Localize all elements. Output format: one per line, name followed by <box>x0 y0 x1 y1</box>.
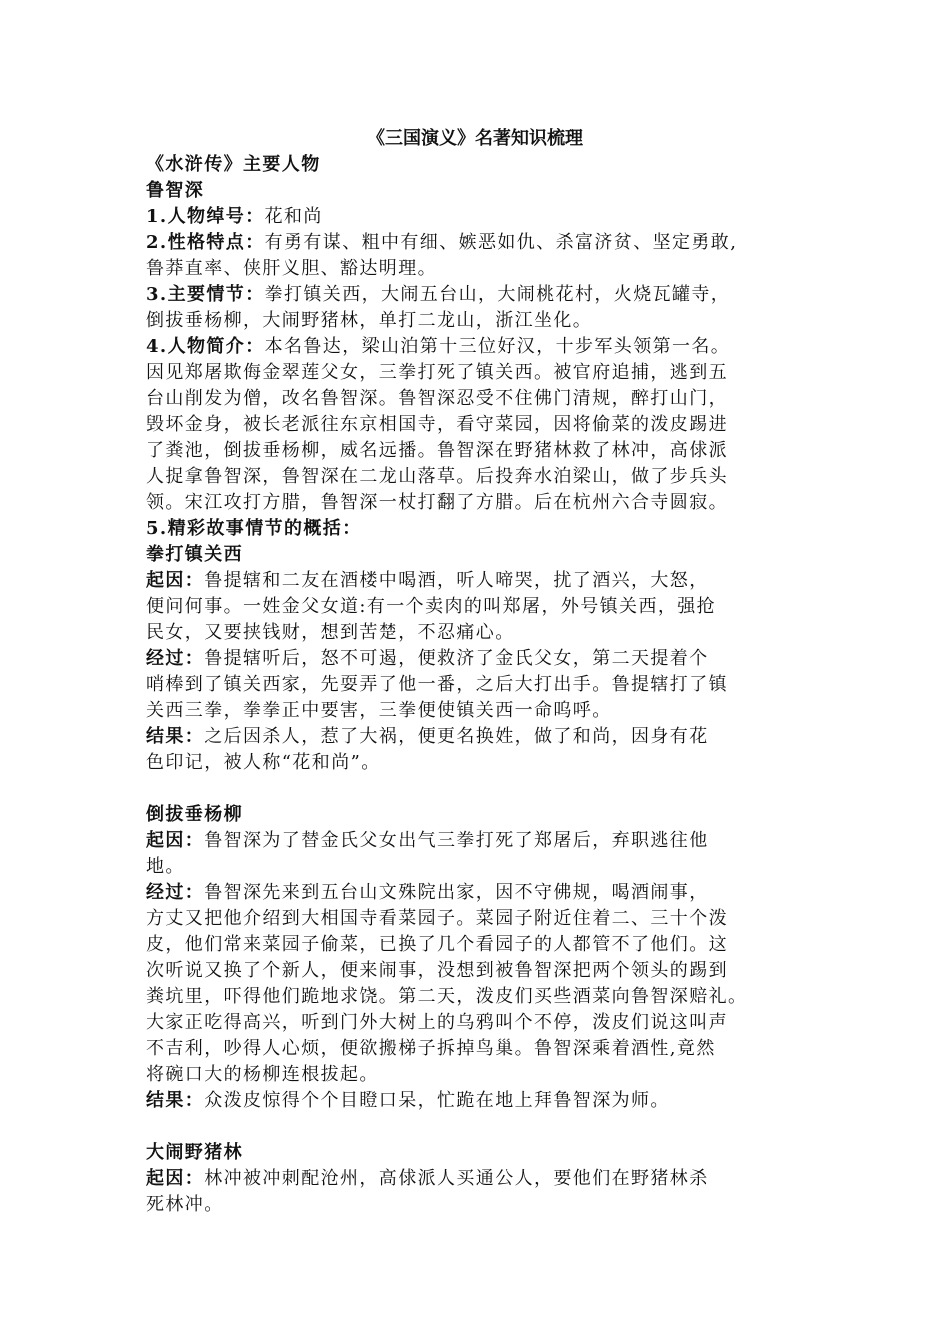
story-process-line: 次听说又换了个新人，便来闹事，没想到被鲁智深把两个领头的踢到 <box>146 960 728 981</box>
cause-label: 起因： <box>146 570 205 591</box>
intro-line: 了粪池，倒拔垂杨柳，威名远播。鲁智深在野猪林救了林冲，高俅派 <box>146 440 728 461</box>
cause-text: 鲁提辖和二友在酒楼中喝酒，听人啼哭，扰了酒兴，大怒， <box>204 570 709 591</box>
story-result-line: 色印记，被人称“花和尚”。 <box>146 752 381 773</box>
intro-label: 4.人物简介： <box>146 336 265 357</box>
story-result-line <box>146 724 826 750</box>
summary-heading: 5.精彩故事情节的概括： <box>146 518 362 539</box>
plots-line <box>146 282 826 308</box>
story-result-line <box>146 1088 826 1114</box>
traits-line <box>146 230 826 256</box>
traits-line: 鲁莽直率、侠肝义胆、豁达明理。 <box>146 258 437 279</box>
story-process-line: 粪坑里，吓得他们跪地求饶。第二天，泼皮们买些酒菜向鲁智深赔礼。 <box>146 986 748 1007</box>
story-process-line: 哨棒到了镇关西家，先耍弄了他一番，之后大打出手。鲁提辖打了镇 <box>146 674 728 695</box>
story-process-line: 不吉利，吵得人心烦，便欲搬梯子拆掉鸟巢。鲁智深乘着酒性,竟然 <box>146 1038 716 1059</box>
process-label: 经过： <box>146 882 205 903</box>
process-label: 经过： <box>146 648 205 669</box>
story-process-line: 大家正吃得高兴，听到门外大树上的乌鸦叫个不停，泼皮们说这叫声 <box>146 1012 728 1033</box>
intro-line: 领。宋江攻打方腊，鲁智深一杖打翻了方腊。后在杭州六合寺圆寂。 <box>146 492 728 513</box>
result-label: 结果： <box>146 1090 205 1111</box>
process-text: 鲁提辖听后，怒不可遏，便救济了金氏父女，第二天提着个 <box>204 648 709 669</box>
story-process-line <box>146 880 826 906</box>
traits-label: 2.性格特点： <box>146 232 265 253</box>
story-title: 大闹野猪林 <box>146 1142 243 1163</box>
intro-line: 毁坏金身，被长老派往东京相国寺，看守菜园，因将偷菜的泼皮踢进 <box>146 414 728 435</box>
intro-line: 因见郑屠欺侮金翠莲父女，三拳打死了镇关西。被官府追捕，逃到五 <box>146 362 728 383</box>
story-cause-line: 地。 <box>146 856 185 877</box>
story-cause-line <box>146 828 826 854</box>
document-title: 《三国演义》名著知识梳理 <box>367 128 583 149</box>
story-cause-line <box>146 568 826 594</box>
blank-line <box>146 776 826 802</box>
plots-text: 拳打镇关西，大闹五台山，大闹桃花村，火烧瓦罐寺， <box>264 284 731 305</box>
story-process-line <box>146 646 826 672</box>
cause-label: 起因： <box>146 830 205 851</box>
story-process-line: 将碗口大的杨柳连根拔起。 <box>146 1064 379 1085</box>
cause-label: 起因： <box>146 1168 205 1189</box>
intro-line: 台山削发为僧，改名鲁智深。鲁智深忍受不住佛门清规，醉打山门， <box>146 388 728 409</box>
story-cause-line <box>146 1166 826 1192</box>
process-text: 鲁智深先来到五台山文殊院出家，因不守佛规，喝酒闹事， <box>204 882 709 903</box>
intro-line: 人捉拿鲁智深，鲁智深在二龙山落草。后投奔水泊梁山，做了步兵头 <box>146 466 728 487</box>
intro-line <box>146 334 826 360</box>
traits-text: 有勇有谋、粗中有细、嫉恶如仇、杀富济贫、坚定勇敢, <box>264 232 738 253</box>
plots-label: 3.主要情节： <box>146 284 265 305</box>
result-text: 众泼皮惊得个个目瞪口呆，忙跪在地上拜鲁智深为师。 <box>204 1090 670 1111</box>
story-title: 倒拔垂杨柳 <box>146 804 243 825</box>
cause-text: 林冲被冲刺配沧州，高俅派人买通公人，要他们在野猪林杀 <box>204 1168 709 1189</box>
story-process-line: 关西三拳，拳拳正中要害，三拳便使镇关西一命呜呼。 <box>146 700 612 721</box>
nickname-label: 1.人物绰号： <box>146 206 265 227</box>
character-name: 鲁智深 <box>146 180 205 201</box>
nickname-line <box>146 204 826 230</box>
nickname-text: 花和尚 <box>264 206 323 227</box>
story-process-line: 方丈又把他介绍到大相国寺看菜园子。菜园子附近住着二、三十个泼 <box>146 908 728 929</box>
story-cause-line: 死林冲。 <box>146 1194 224 1215</box>
plots-line: 倒拔垂杨柳，大闹野猪林，单打二龙山，浙江坐化。 <box>146 310 593 331</box>
story-process-line: 皮，他们常来菜园子偷菜，已换了几个看园子的人都管不了他们。这 <box>146 934 728 955</box>
document-body <box>146 152 826 1218</box>
intro-text: 本名鲁达，梁山泊第十三位好汉，十步军头领第一名。 <box>264 336 731 357</box>
story-title: 拳打镇关西 <box>146 544 243 565</box>
result-label: 结果： <box>146 726 205 747</box>
blank-line <box>146 1114 826 1140</box>
section-heading: 《水浒传》主要人物 <box>146 154 321 175</box>
cause-text: 鲁智深为了替金氏父女出气三拳打死了郑屠后，弃职逃往他 <box>204 830 709 851</box>
story-cause-line: 便问何事。一姓金父女道:有一个卖肉的叫郑屠，外号镇关西，强抢 <box>146 596 717 617</box>
result-text: 之后因杀人，惹了大祸，便更名换姓，做了和尚，因身有花 <box>204 726 709 747</box>
story-cause-line: 民女，又要挟钱财，想到苦楚，不忍痛心。 <box>146 622 515 643</box>
